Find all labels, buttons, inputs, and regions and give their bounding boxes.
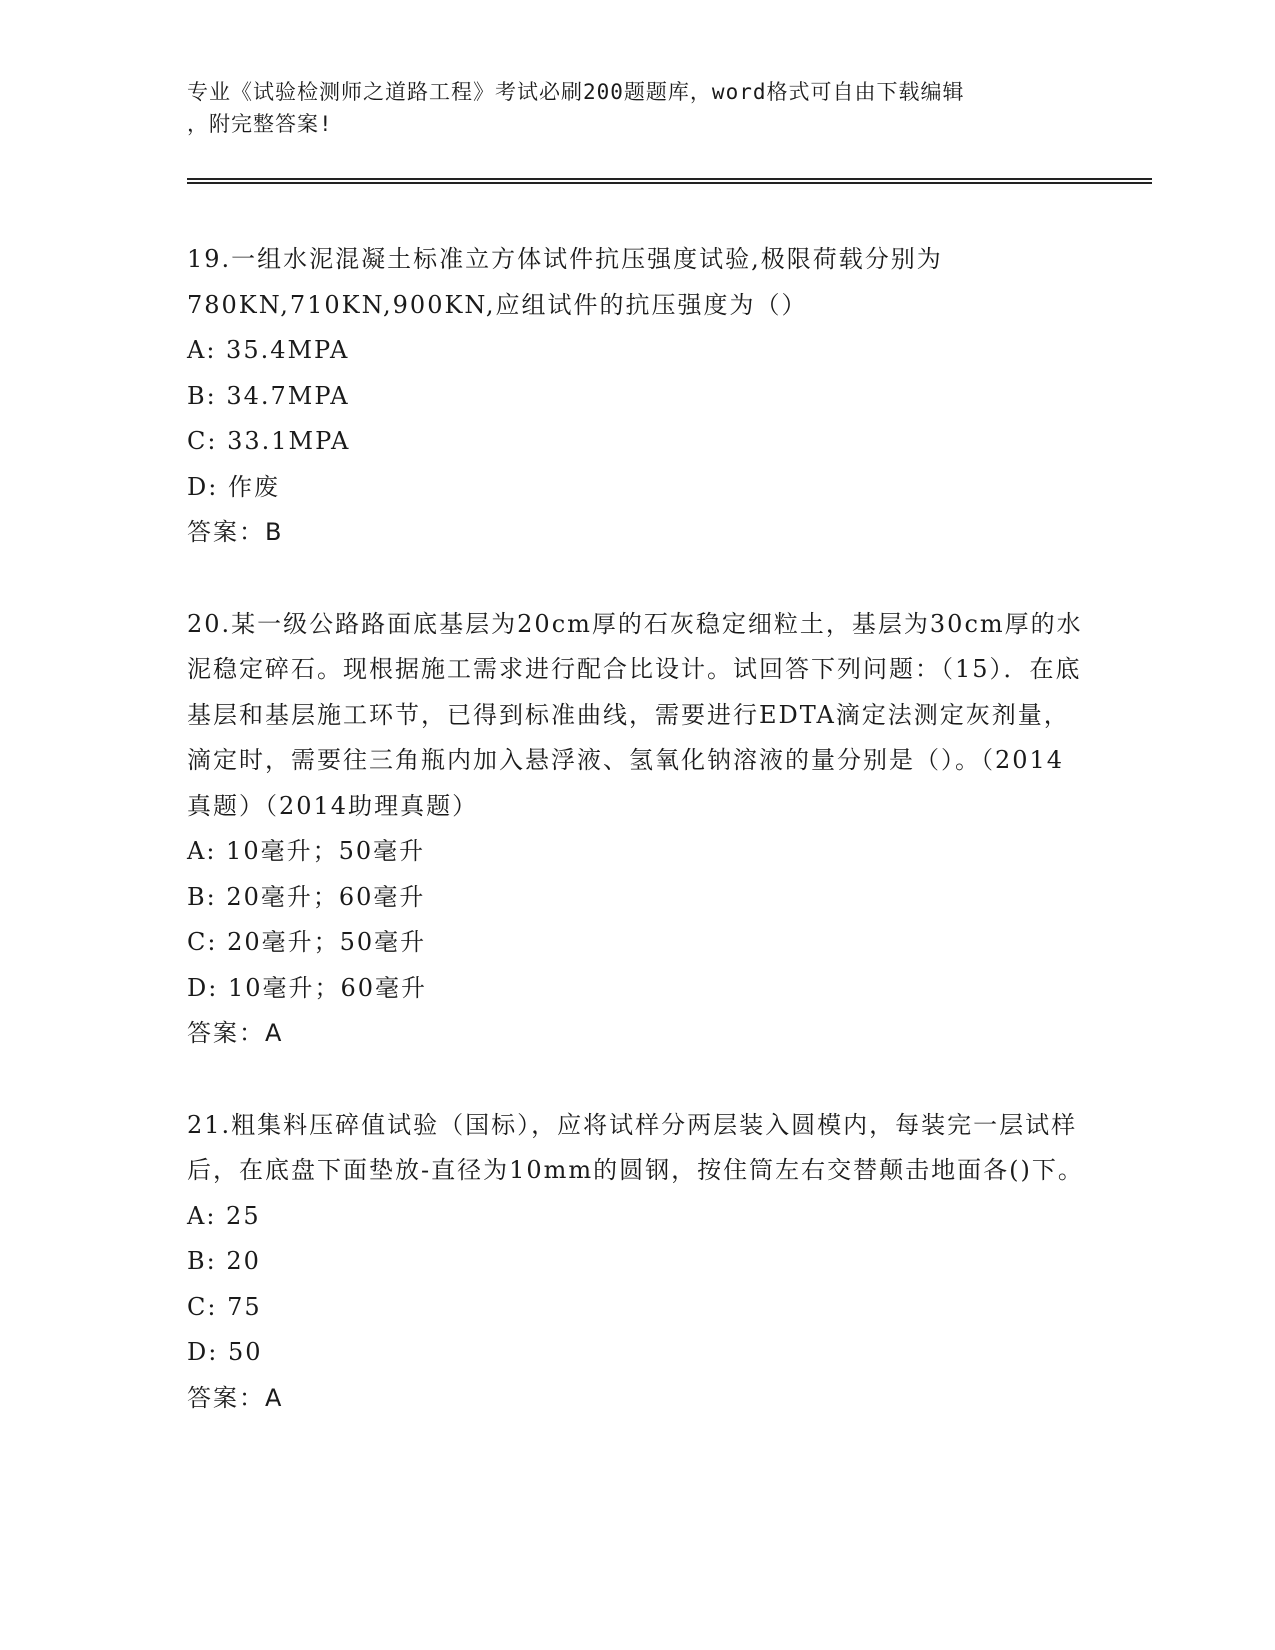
question-20 xyxy=(187,602,1087,1057)
header-line-2: ，附完整答案! xyxy=(187,112,333,136)
option-d: D: 作废 xyxy=(187,472,280,501)
question-19 xyxy=(187,237,1087,556)
answer: 答案：A xyxy=(187,1019,284,1047)
answer: 答案：A xyxy=(187,1383,284,1412)
option-d: D: 10毫升；60毫升 xyxy=(187,973,428,1002)
document-header xyxy=(187,76,1067,140)
header-divider xyxy=(187,178,1152,184)
option-b: B: 20 xyxy=(187,1247,261,1275)
option-a: A: 35.4MPA xyxy=(187,336,350,364)
option-c: C: 33.1MPA xyxy=(187,427,351,455)
option-d: D: 50 xyxy=(187,1338,263,1366)
option-a: A: 10毫升；50毫升 xyxy=(187,837,426,865)
question-text: 19.一组水泥混凝土标准立方体试件抗压强度试验,极限荷载分别为780KN,710KN,900KN,应组试件的抗压强度为（） xyxy=(187,245,943,319)
option-c: C: 75 xyxy=(187,1292,262,1321)
answer: 答案：B xyxy=(187,518,284,546)
header-line-1: 专业《试验检测师之道路工程》考试必刷200题题库，word格式可自由下载编辑 xyxy=(187,80,965,104)
option-a: A: 25 xyxy=(187,1201,261,1230)
question-21 xyxy=(187,1103,1087,1422)
option-b: B: 34.7MPA xyxy=(187,381,350,410)
question-list xyxy=(187,237,1087,1421)
option-c: C: 20毫升；50毫升 xyxy=(187,928,427,956)
question-text: 21.粗集料压碎值试验（国标），应将试样分两层装入圆模内，每装完一层试样后，在底盘下面垫放-直径为10mm的圆钢，按住筒左右交替颠击地面各()下。 xyxy=(187,1110,1084,1184)
option-b: B: 20毫升；60毫升 xyxy=(187,882,426,911)
question-text: 20.某一级公路路面底基层为20cm厚的石灰稳定细粒土，基层为30cm厚的水泥稳定碎石。现根据施工需求进行配合比设计。试回答下列问题：（15）．在底基层和基层施工环节，已得到标准曲线，需要进行EDTA滴定法测定灰剂量，滴定时，需要往三角瓶内加入悬浮液、氢氧化钠溶液的量分别是（）。（2014真题）（2014助理真题） xyxy=(187,609,1083,820)
